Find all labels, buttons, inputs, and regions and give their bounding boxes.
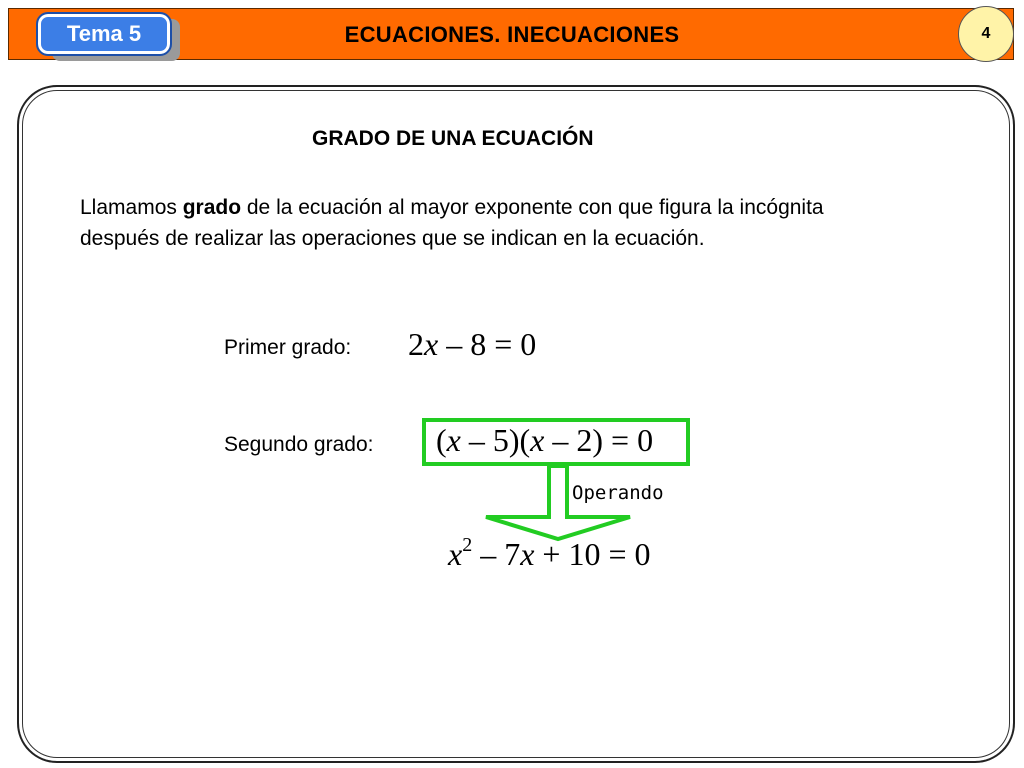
tema-badge: Tema 5 xyxy=(36,12,172,56)
header-title: ECUACIONES. INECUACIONES xyxy=(344,22,680,47)
paragraph-text-before: Llamamos xyxy=(80,196,183,219)
paragraph-bold-term: grado xyxy=(182,196,242,219)
first-degree-rest: – 8 = 0 xyxy=(438,326,537,362)
result-mid: – 7 xyxy=(472,536,521,572)
arrow-label: Operando xyxy=(572,482,664,504)
second-degree-open: ( xyxy=(436,422,447,458)
second-degree-end: – 2) = 0 xyxy=(544,422,654,458)
second-degree-var2: x xyxy=(530,422,545,458)
second-degree-var1: x xyxy=(446,422,461,458)
second-degree-label: Segundo grado: xyxy=(224,433,374,456)
first-degree-label: Primer grado: xyxy=(224,336,352,359)
first-degree-var: x xyxy=(424,326,439,362)
section-title: GRADO DE UNA ECUACIÓN xyxy=(312,127,594,150)
second-degree-mid: – 5)( xyxy=(460,422,531,458)
page-number-badge: 4 xyxy=(958,6,1014,62)
first-degree-coef: 2 xyxy=(408,326,424,362)
result-var2: x xyxy=(520,536,535,572)
result-var1: x xyxy=(448,536,463,572)
paragraph-text-after: de la ecuación al mayor exponente con que figura la incógnita después de realizar las operaciones que se indican en la ecuación. xyxy=(80,196,824,250)
result-end: + 10 = 0 xyxy=(534,536,651,572)
result-exponent: 2 xyxy=(462,534,473,556)
result-equation xyxy=(448,536,651,573)
